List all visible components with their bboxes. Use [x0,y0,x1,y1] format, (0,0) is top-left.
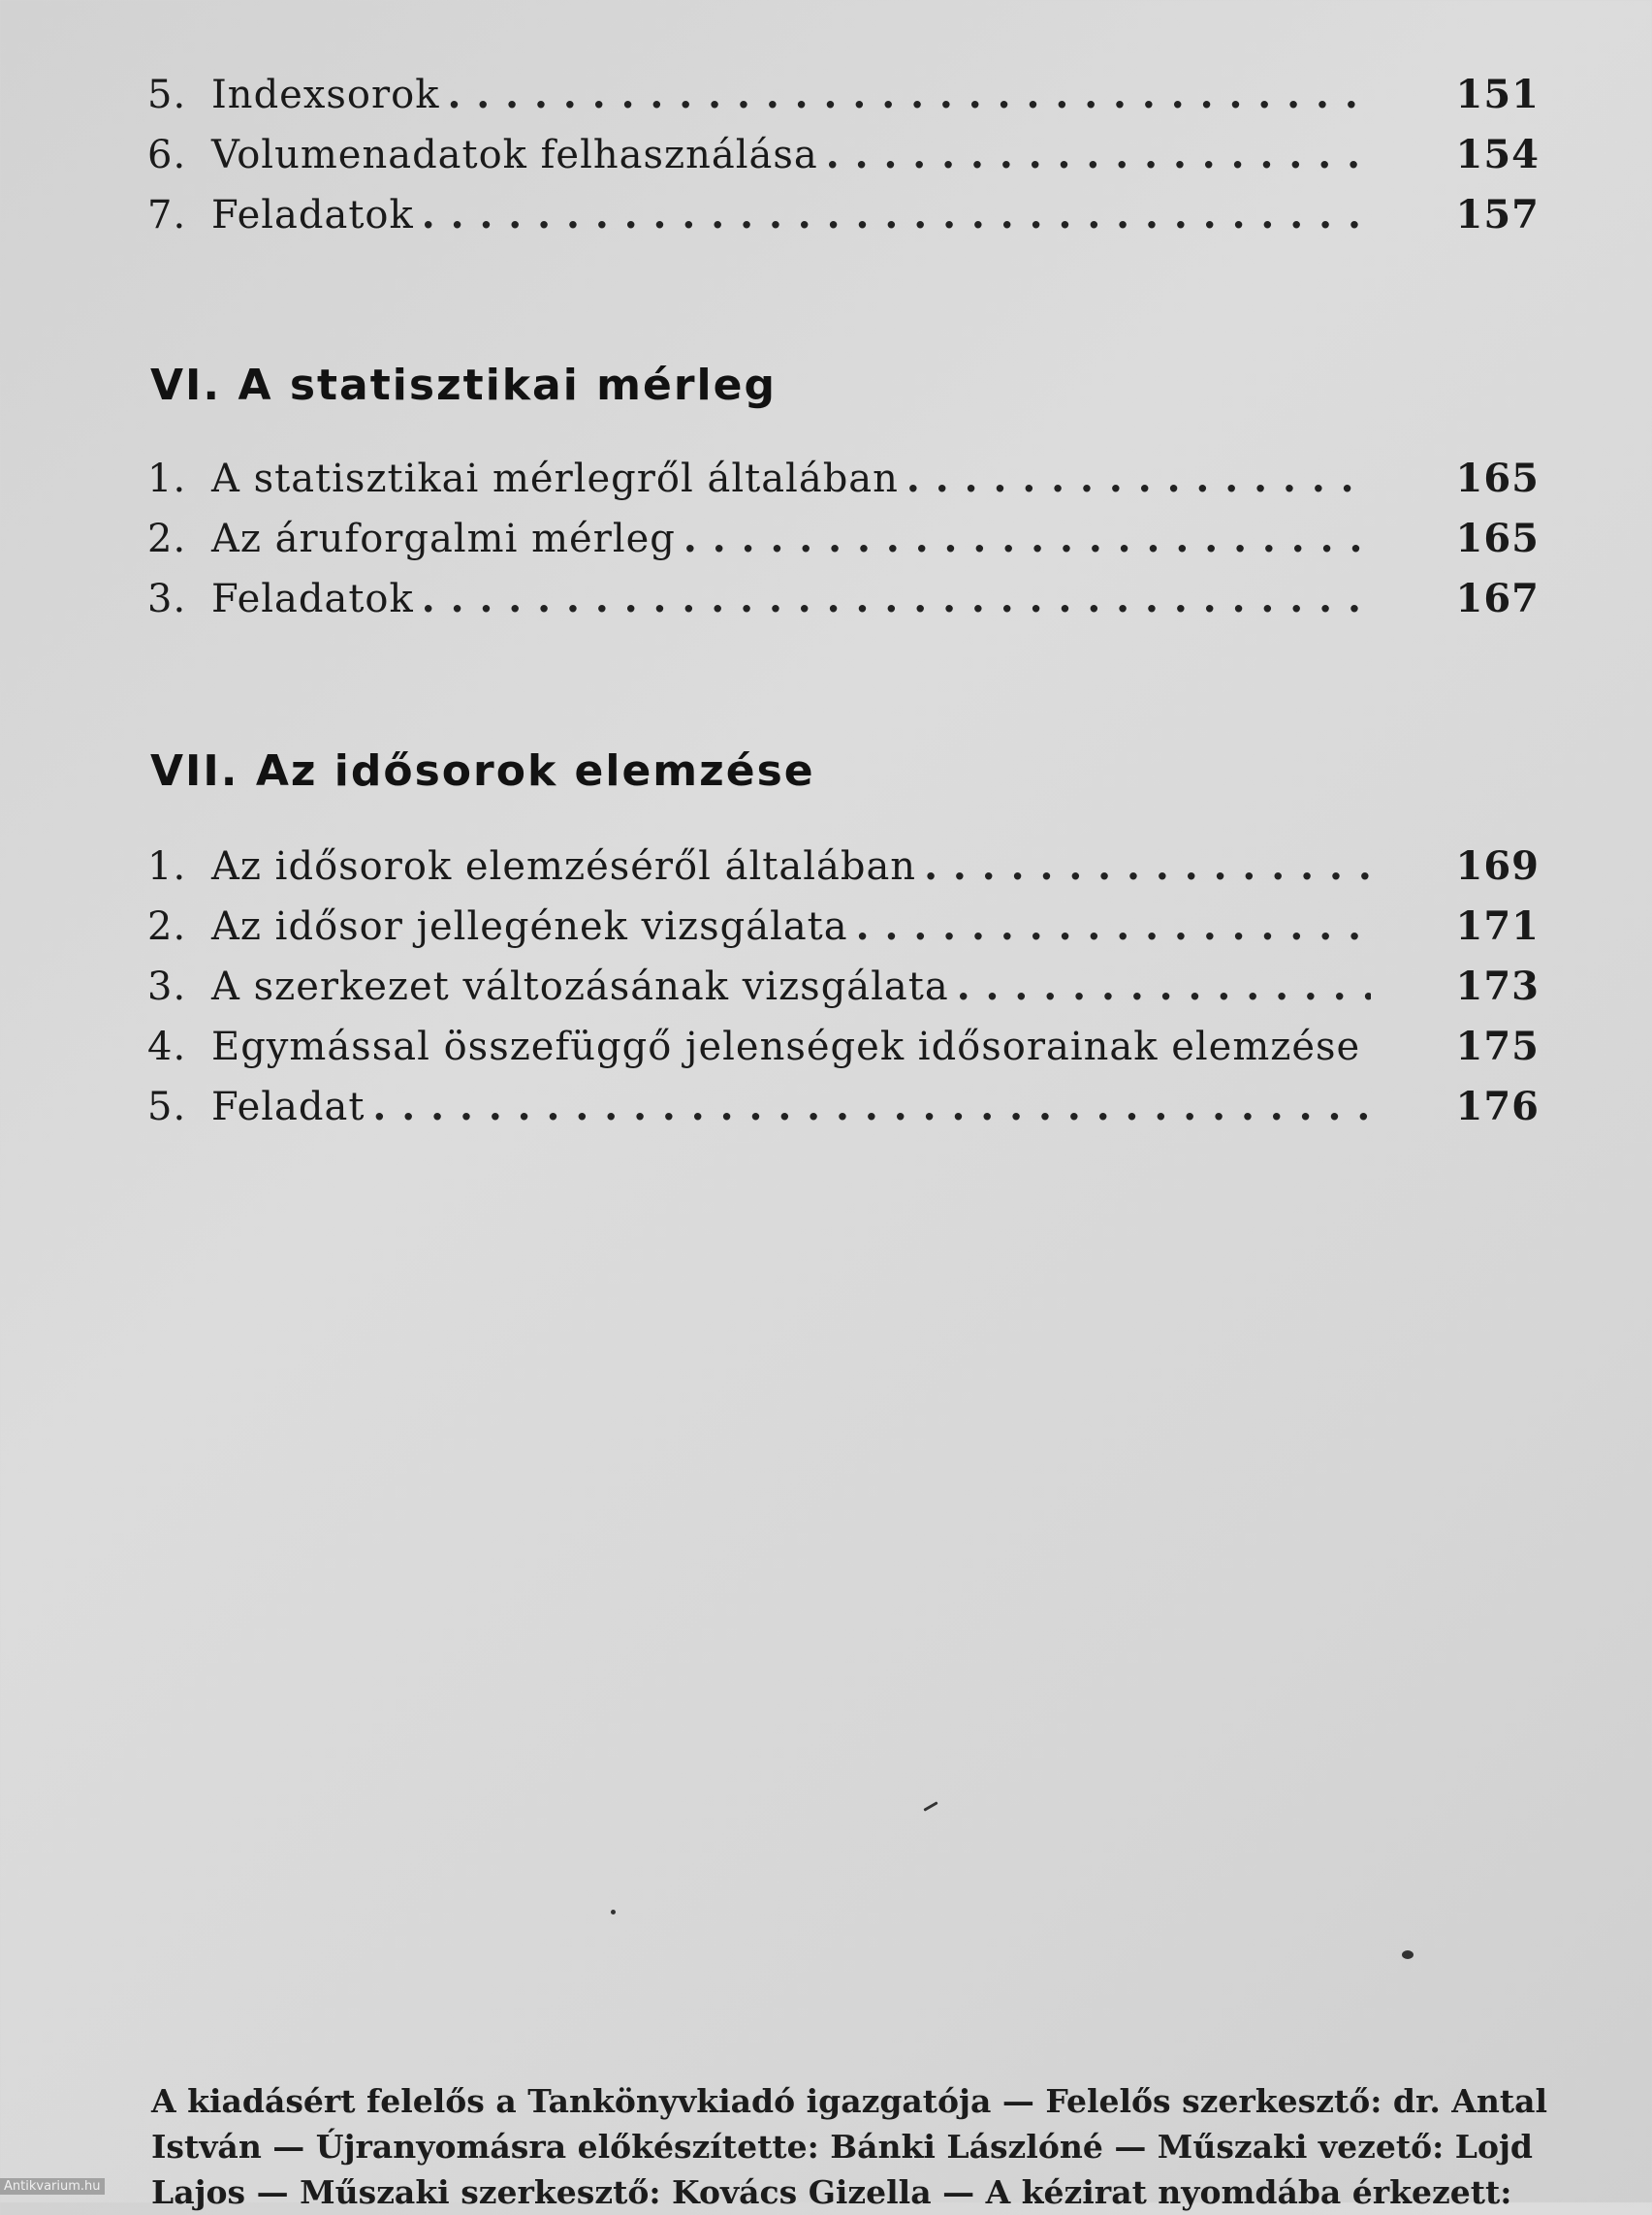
toc-entry [147,192,1540,252]
entry-number: 2. [147,517,187,561]
entry-title: Az idősorok elemzéséről általában [211,844,917,889]
entry-page-number: 165 [1455,456,1540,501]
entry-page-number: 154 [1455,132,1540,177]
entry-page-number: 151 [1455,72,1540,117]
toc-entry [147,1024,1540,1084]
toc-entry [147,516,1540,576]
watermark: Antikvarium.hu [0,2178,105,2195]
paper-speck [1402,1950,1414,1959]
entry-page-number: 165 [1455,516,1540,561]
chapter-heading-vii: VII. Az idősorok elemzése [150,746,815,796]
imprint-text [151,2078,1548,2215]
imprint-line: István — Újranyomásra előkészítette: Bánki Lászlóné — Műszaki vezető: Lojd [151,2128,1533,2166]
entry-title: Feladat [211,1085,365,1129]
toc-section-vi [147,456,1540,636]
entry-title: Feladatok [211,577,414,621]
leader-dots [906,456,1371,501]
entry-page-number: 176 [1455,1084,1540,1129]
entry-number: 5. [147,1085,187,1129]
leader-dots [447,72,1371,117]
toc-entry [147,964,1540,1024]
leader-dots [826,132,1371,177]
entry-title: Indexsorok [211,73,440,117]
entry-page-number: 171 [1455,903,1540,949]
entry-number: 3. [147,577,187,621]
leader-dots [856,903,1371,949]
toc-entry [147,903,1540,964]
entry-title: Az idősor jellegének vizsgálata [211,904,848,949]
paper-speck [611,1910,616,1914]
leader-dots [1368,1024,1371,1069]
leader-dots [924,843,1371,889]
entry-title: Feladatok [211,193,414,237]
entry-number: 2. [147,904,187,949]
imprint-line: A kiadásért felelős a Tankönyvkiadó igazgatója — Felelős szerkesztő: dr. Antal [151,2082,1548,2120]
entry-page-number: 169 [1455,843,1540,889]
entry-title: Egymással összefüggő jelenségek idősorainak elemzése [211,1025,1361,1069]
entry-title: Volumenadatok felhasználása [211,133,818,177]
entry-number: 5. [147,73,187,117]
entry-number: 7. [147,193,187,237]
toc-entry [147,132,1540,192]
paper-speck [923,1801,937,1812]
imprint-line: Lajos — Műszaki szerkesztő: Kovács Gizella — A kézirat nyomdába érkezett: [151,2173,1512,2211]
entry-page-number: 157 [1455,192,1540,237]
entry-page-number: 173 [1455,964,1540,1009]
entry-title: A szerkezet változásának vizsgálata [211,965,949,1009]
entry-title: Az áruforgalmi mérleg [211,517,676,561]
entry-number: 3. [147,965,187,1009]
toc-entry [147,1084,1540,1144]
entry-number: 4. [147,1025,187,1069]
leader-dots [372,1084,1371,1129]
leader-dots [422,576,1371,621]
toc-entry [147,576,1540,636]
entry-page-number: 175 [1455,1024,1540,1069]
leader-dots [683,516,1371,561]
toc-section-vii [147,843,1540,1144]
toc-entry [147,72,1540,132]
entry-number: 6. [147,133,187,177]
leader-dots [957,964,1371,1009]
entry-number: 1. [147,457,187,501]
toc-entry [147,456,1540,516]
toc-section-v-continued [147,72,1540,252]
entry-page-number: 167 [1455,576,1540,621]
entry-number: 1. [147,844,187,889]
leader-dots [422,192,1371,237]
entry-title: A statisztikai mérlegről általában [211,457,899,501]
chapter-heading-vi: VI. A statisztikai mérleg [150,361,777,410]
toc-entry [147,843,1540,903]
